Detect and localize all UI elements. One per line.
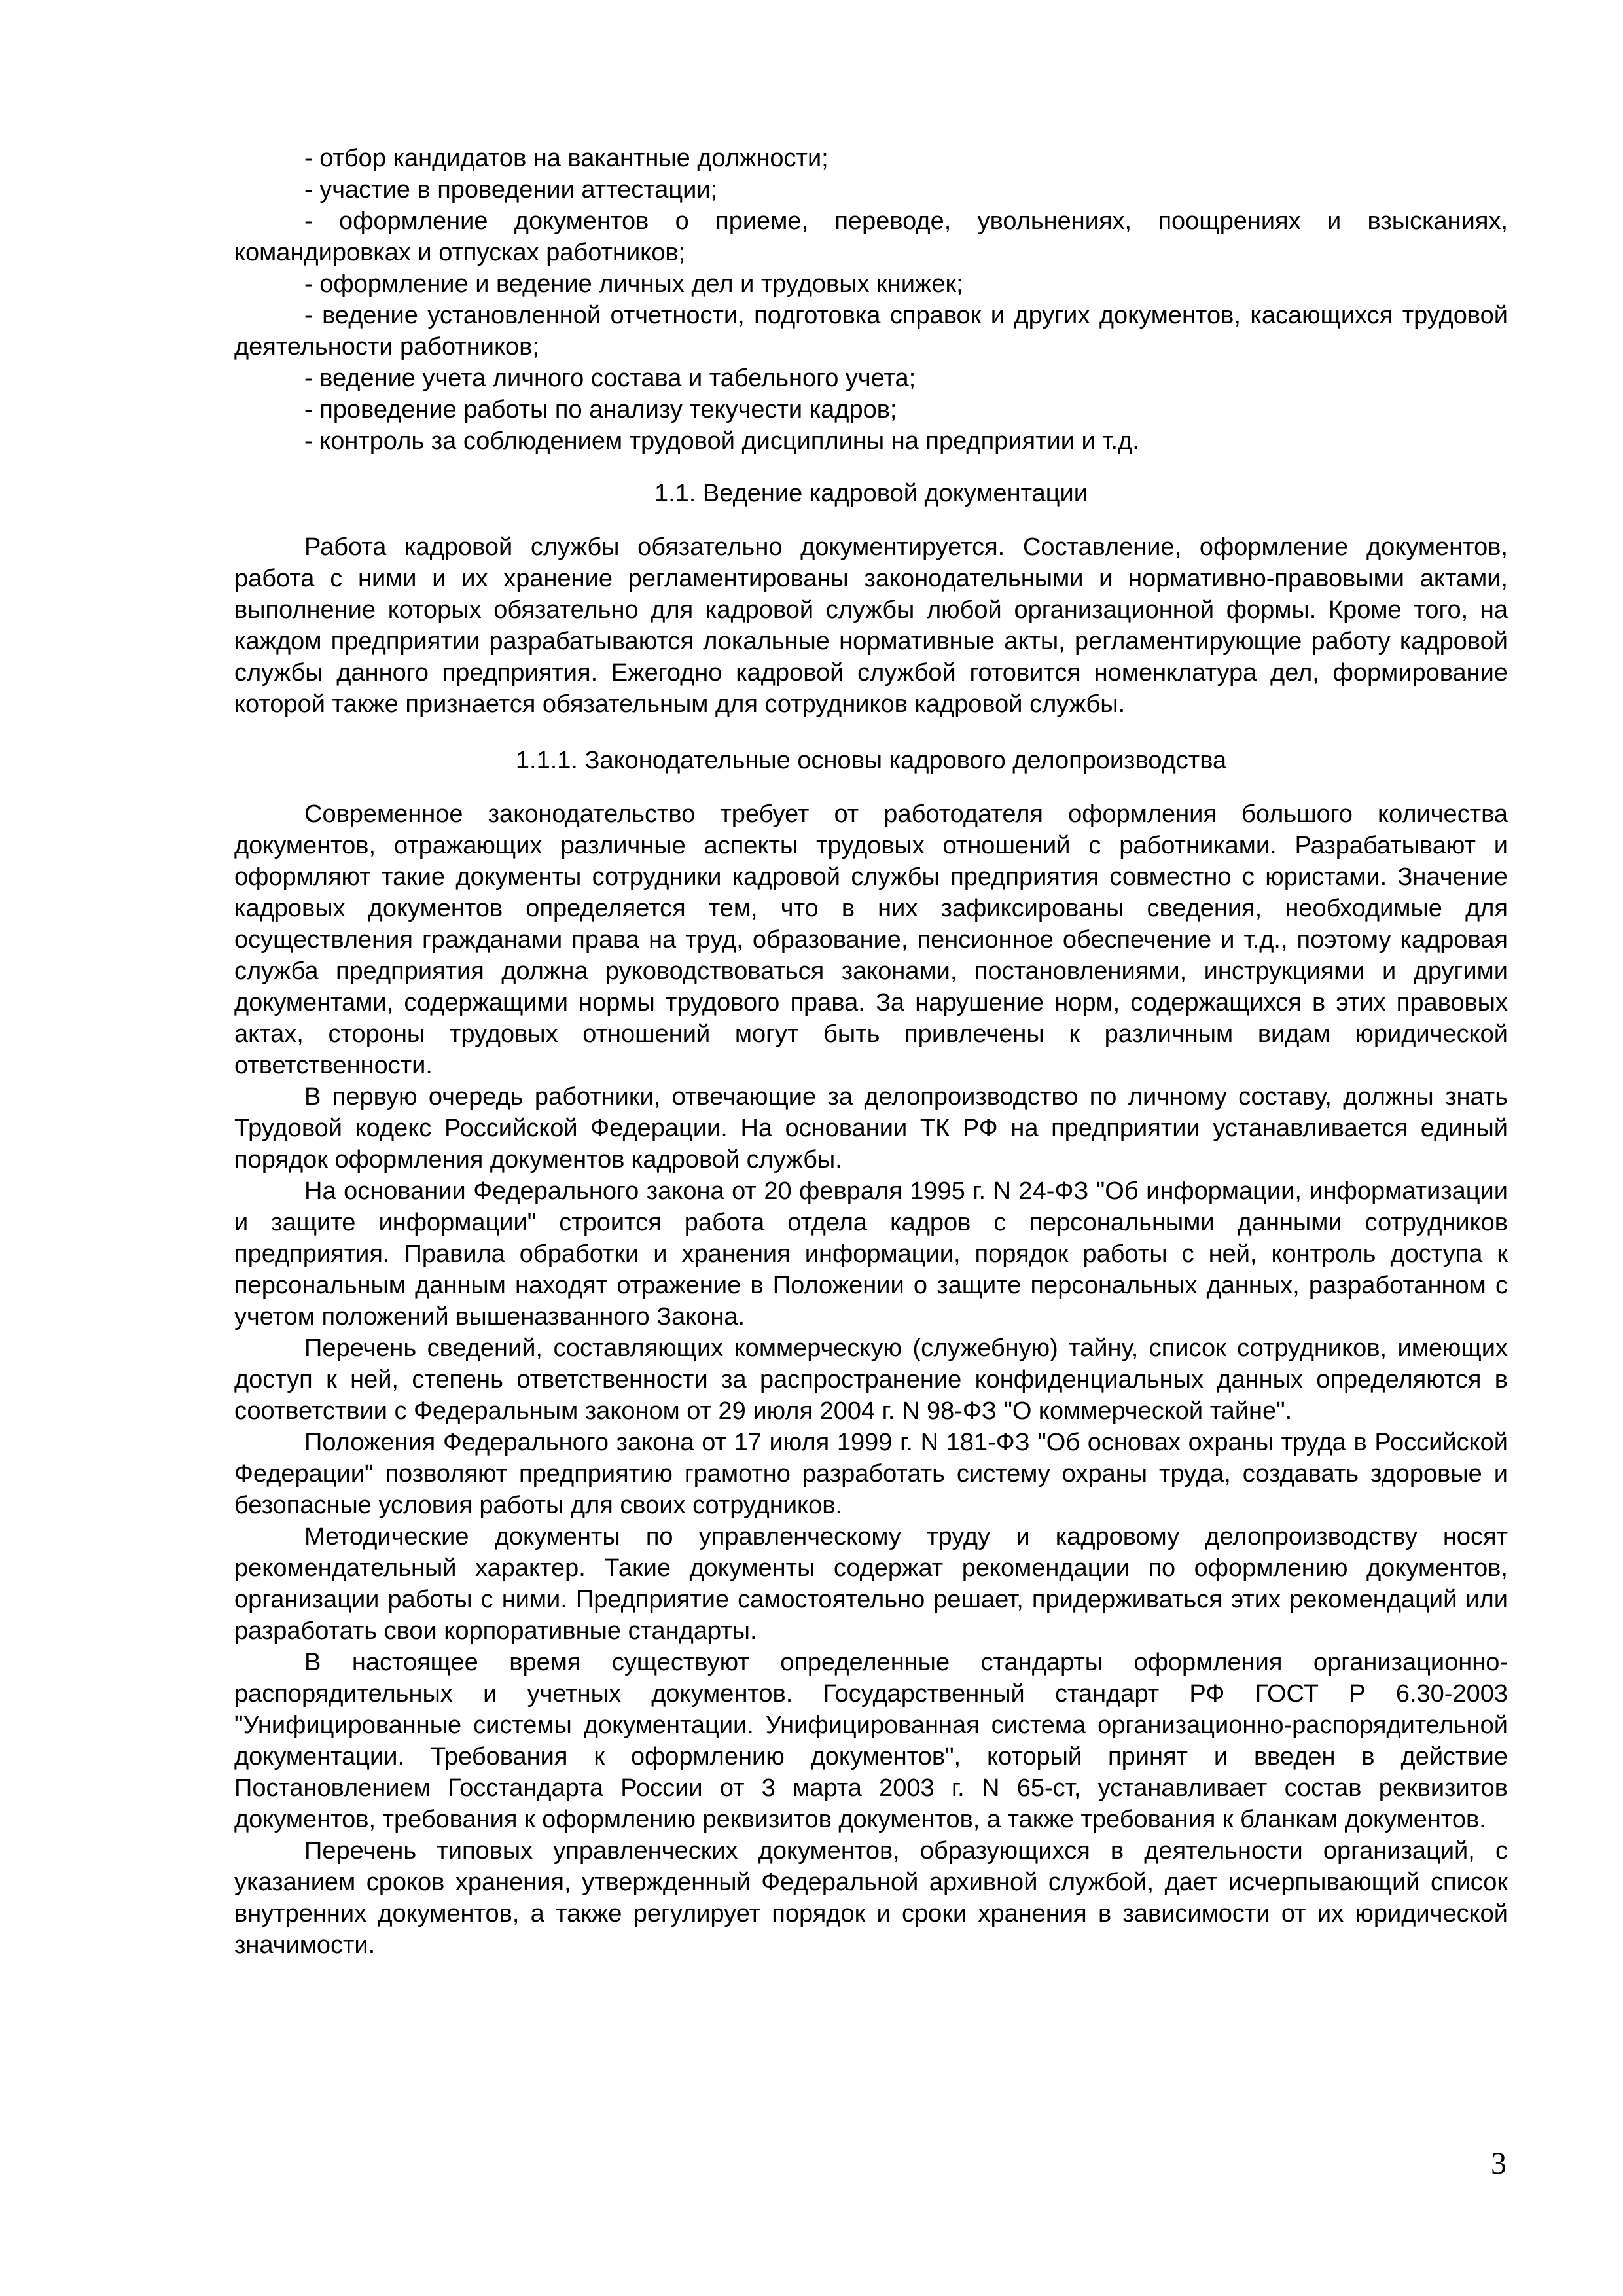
list-item: - ведение установленной отчетности, подготовка справок и других документов, касающихся трудовой деятельности работников; bbox=[234, 302, 1508, 361]
body-paragraph: В первую очередь работники, отвечающие за делопроизводство по личному составу, должны знать Трудовой кодекс Российской Федерации. На основании ТК РФ на предприятии устанавливается единый порядок оформления документов кадровой службы. bbox=[234, 1083, 1508, 1174]
list-item: - отбор кандидатов на вакантные должности; bbox=[304, 145, 829, 172]
subsection-heading: 1.1.1. Законодательные основы кадрового делопроизводства bbox=[515, 747, 1227, 774]
body-paragraph: Работа кадровой службы обязательно документируется. Составление, оформление документов, работа с ними и их хранение регламентированы законодательными и нормативно-правовыми актами, выполнение которых обязательно для кадровой службы любой организационной формы. Кроме того, на каждом предприятии разрабатываются локальные нормативные акты, регламентирующие работу кадровой службы данного предприятия. Ежегодно кадровой службой готовится номенклатура дел, формирование которой также признается обязательным для сотрудников кадровой службы. bbox=[234, 533, 1508, 718]
body-paragraph: Перечень сведений, составляющих коммерческую (служебную) тайну, список сотрудников, имеющих доступ к ней, степень ответственности за распространение конфиденциальных данных определяются в соответствии с Федеральным законом от 29 июля 2004 г. N 98-ФЗ "О коммерческой тайне". bbox=[234, 1335, 1508, 1425]
body-paragraph: На основании Федерального закона от 20 февраля 1995 г. N 24-ФЗ "Об информации, информатизации и защите информации" строится работа отдела кадров с персональными данными сотрудников предприятия. Правила обработки и хранения информации, порядок работы с ней, контроль доступа к персональным данным находят отражение в Положении о защите персональных данных, разработанном с учетом положений вышеназванного Закона. bbox=[234, 1177, 1508, 1331]
list-item: - контроль за соблюдением трудовой дисциплины на предприятии и т.д. bbox=[304, 427, 1139, 455]
section-heading: 1.1. Ведение кадровой документации bbox=[654, 480, 1088, 507]
document-page bbox=[234, 143, 1508, 1961]
list-item: - проведение работы по анализу текучести кадров; bbox=[304, 396, 897, 423]
body-paragraph: Перечень типовых управленческих документов, образующихся в деятельности организаций, с указанием сроков хранения, утвержденный Федеральной архивной службой, дает исчерпывающий список внутренних документов, а также регулирует порядок и сроки хранения в зависимости от их юридической значимости. bbox=[234, 1837, 1508, 1959]
body-paragraph: Современное законодательство требует от работодателя оформления большого количества документов, отражающих различные аспекты трудовых отношений с работниками. Разрабатывают и оформляют такие документы сотрудники кадровой службы предприятия совместно с юристами. Значение кадровых документов определяется тем, что в них зафиксированы сведения, необходимые для осуществления гражданами права на труд, образование, пенсионное обеспечение и т.д., поэтому кадровая служба предприятия должна руководствоваться законами, постановлениями, инструкциями и другими документами, содержащими нормы трудового права. За нарушение норм, содержащихся в этих правовых актах, стороны трудовых отношений могут быть привлечены к различным видам юридической ответственности. bbox=[234, 800, 1508, 1079]
list-item: - оформление документов о приеме, переводе, увольнениях, поощрениях и взысканиях, командировках и отпусках работников; bbox=[234, 207, 1508, 266]
list-item: - оформление и ведение личных дел и трудовых книжек; bbox=[304, 270, 963, 298]
page-number: 3 bbox=[1491, 2146, 1507, 2181]
body-paragraph: В настоящее время существуют определенные стандарты оформления организационно-распорядительных и учетных документов. Государственный стандарт РФ ГОСТ Р 6.30-2003 "Унифицированные системы документации. Унифицированная система организационно-распорядительной документации. Требования к оформлению документов", который принят и введен в действие Постановлением Госстандарта России от 3 марта 2003 г. N 65-ст, устанавливает состав реквизитов документов, требования к оформлению реквизитов документов, а также требования к бланкам документов. bbox=[234, 1649, 1508, 1833]
body-paragraph: Положения Федерального закона от 17 июля 1999 г. N 181-ФЗ "Об основах охраны труда в Российской Федерации" позволяют предприятию грамотно разработать систему охраны труда, создавать здоровые и безопасные условия работы для своих сотрудников. bbox=[234, 1429, 1508, 1519]
duties-list bbox=[234, 143, 1508, 457]
body-paragraph: Методические документы по управленческому труду и кадровому делопроизводству носят рекомендательный характер. Такие документы содержат рекомендации по оформлению документов, организации работы с ними. Предприятие самостоятельно решает, придерживаться этих рекомендаций или разработать свои корпоративные стандарты. bbox=[234, 1523, 1508, 1645]
list-item: - ведение учета личного состава и табельного учета; bbox=[304, 365, 916, 392]
list-item: - участие в проведении аттестации; bbox=[304, 176, 718, 204]
